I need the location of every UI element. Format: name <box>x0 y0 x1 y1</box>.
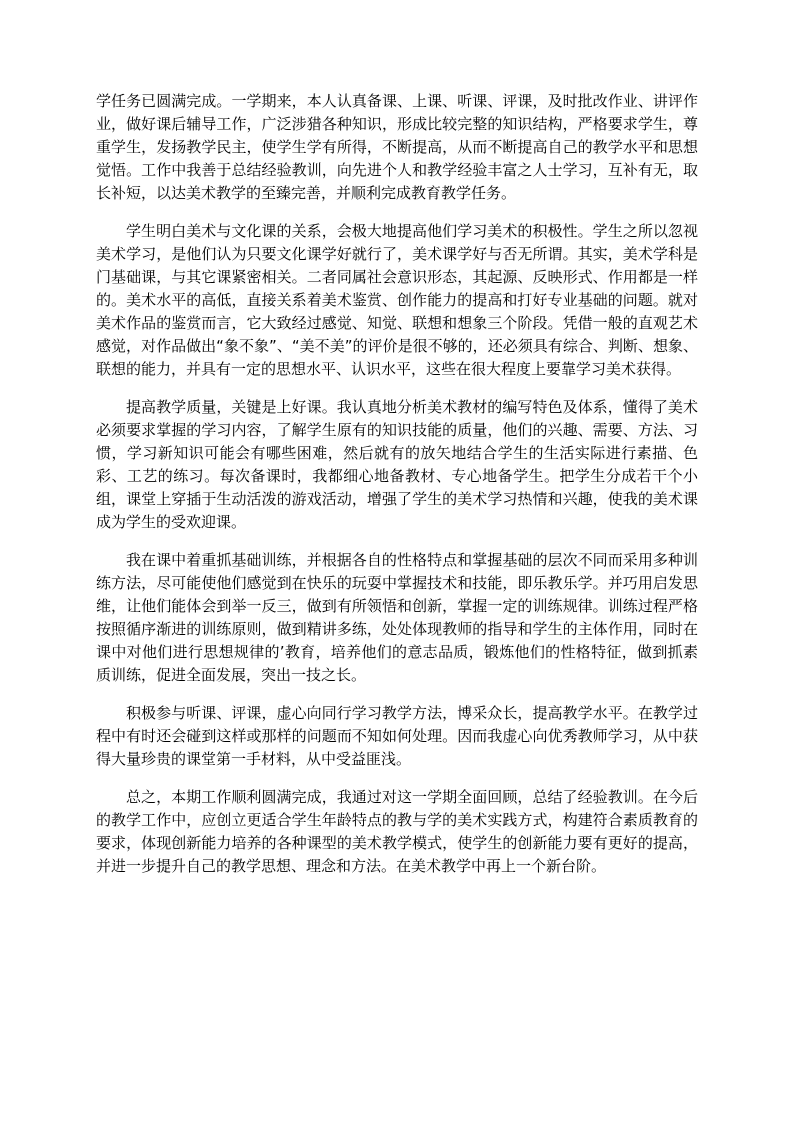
paragraph-basic-training: 我在课中着重抓基础训练，并根据各自的性格特点和掌握基础的层次不同而采用多种训练方法，尽可能使他们感觉到在快乐的玩耍中掌握技术和技能，即乐教乐学。并巧用启发思维，让他们能体会到举一反三，做到有所领悟和创新，掌握一定的训练规律。训练过程严格按照循序渐进的训练原则，做到精讲多练，处处体现教师的指导和学生的主体作用，同时在课中对他们进行思想规律的’教育，培养他们的意志品质，锻炼他们的性格特征，做到抓素质训练，促进全面发展，突出一技之长。 <box>96 551 698 684</box>
paragraph-peer-learning: 积极参与听课、评课，虚心向同行学习教学方法，博采众长，提高教学水平。在教学过程中有时还会碰到这样或那样的问题而不知如何处理。因而我虚心向优秀教师学习，从中获得大量珍贵的课堂第一手材料，从中受益匪浅。 <box>96 704 698 768</box>
paragraph-summary: 总之，本期工作顺利圆满完成，我通过对这一学期全面回顾，总结了经验教训。在今后的教学工作中，应创立更适合学生年龄特点的教与学的美术实践方式，构建符合素质教育的要求，体现创新能力培养的各种课型的美术教学模式，使学生的创新能力要有更好的提高，并进一步提升自己的教学思想、理念和方法。在美术教学中再上一个新台阶。 <box>96 788 698 875</box>
paragraph-intro: 学任务已圆满完成。一学期来，本人认真备课、上课、听课、评课，及时批改作业、讲评作业，做好课后辅导工作，广泛涉猎各种知识，形成比较完整的知识结构，严格要求学生，尊重学生，发扬教学民主，使学生学有所得，不断提高，从而不断提高自己的教学水平和思想觉悟。工作中我善于总结经验教训，向先进个人和教学经验丰富之人士学习，互补有无，取长补短，以达美术教学的至臻完善，并顺利完成教育教学任务。 <box>96 92 698 202</box>
paragraph-art-and-culture: 学生明白美术与文化课的关系，会极大地提高他们学习美术的积极性。学生之所以忽视美术学习，是他们认为只要文化课学好就行了，美术课学好与否无所谓。其实，美术学科是门基础课，与其它课紧密相关。二者同属社会意识形态，其起源、反映形式、作用都是一样的。美术水平的高低，直接关系着美术鉴赏、创作能力的提高和打好专业基础的问题。就对美术作品的鉴赏而言，它大致经过感觉、知觉、联想和想象三个阶段。凭借一般的直观艺术感觉，对作品做出“象不象”、“美不美”的评价是很不够的，还必须具有综合、判断、想象、联想的能力，并具有一定的思想水平、认识水平，这些在很大程度上要靠学习美术获得。 <box>96 222 698 378</box>
document-page <box>96 90 698 893</box>
paragraph-teaching-quality: 提高教学质量，关键是上好课。我认真地分析美术教材的编写特色及体系，懂得了美术必须要求掌握的学习内容，了解学生原有的知识技能的质量，他们的兴趣、需要、方法、习惯，学习新知识可能会有哪些困难，然后就有的放矢地结合学生的生活实际进行素描、色彩、工艺的练习。每次备课时，我都细心地备教材、专心地备学生。把学生分成若干个小组，课堂上穿插于生动活泼的游戏活动，增强了学生的美术学习热情和兴趣，使我的美术课成为学生的受欢迎课。 <box>96 398 698 531</box>
